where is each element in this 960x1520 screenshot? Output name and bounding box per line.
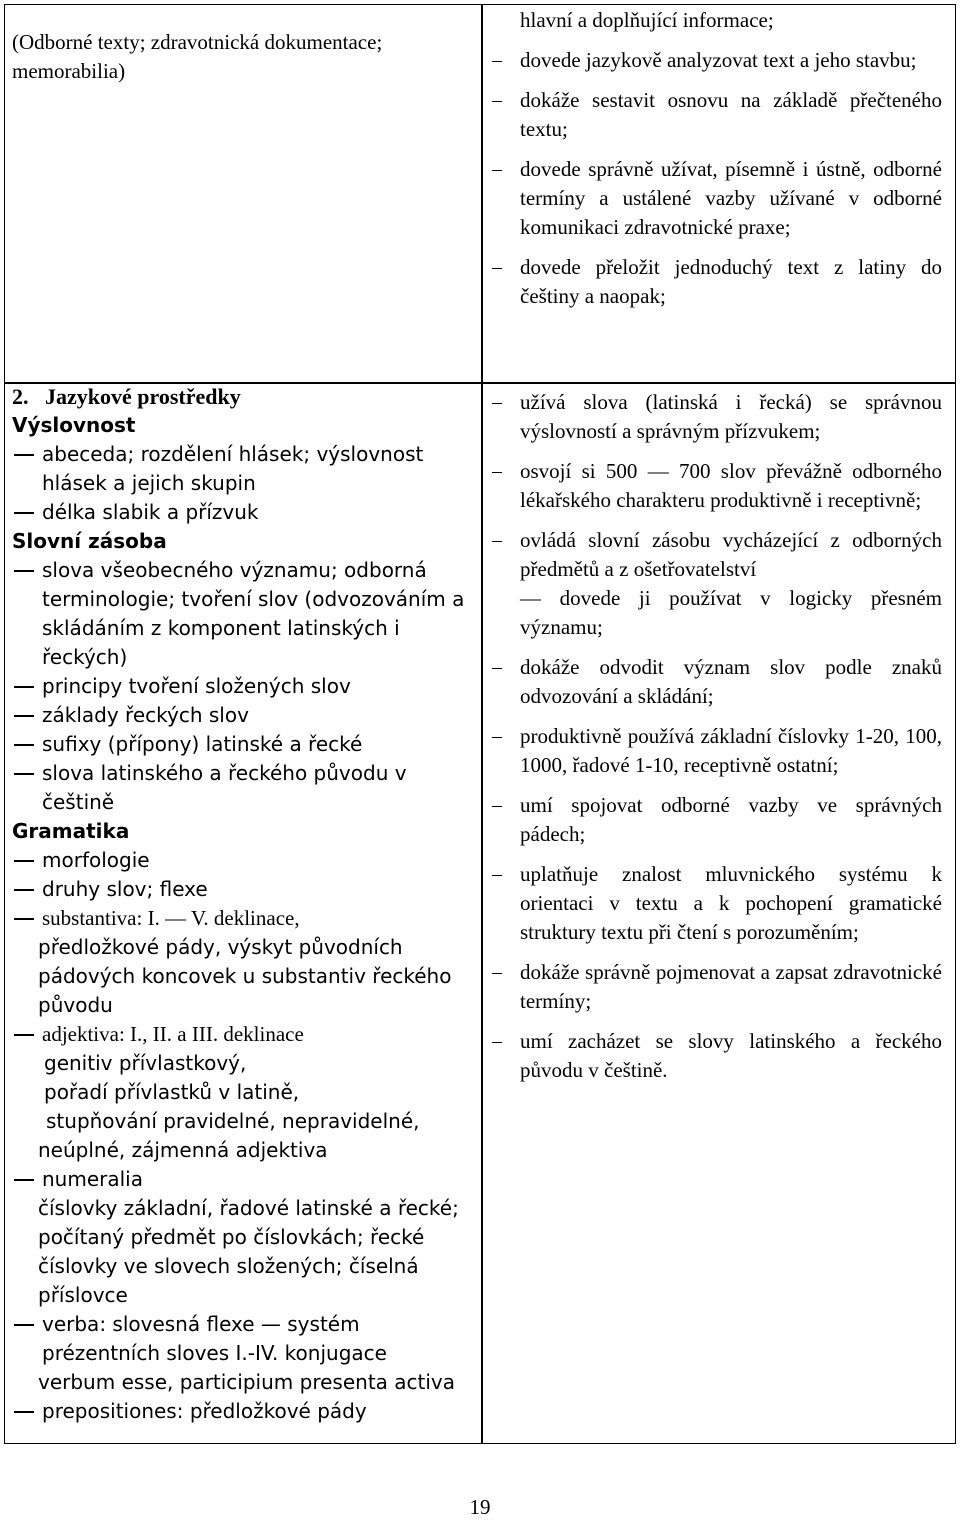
topic-item: morfologie bbox=[12, 846, 467, 875]
page-number: 19 bbox=[469, 1495, 491, 1519]
outcome-item: umí spojovat odborné vazby ve správných pádech; bbox=[492, 791, 942, 849]
topic-continuation: předložkové pády, výskyt původních pádových koncovek u substantiv řeckého původu bbox=[38, 935, 452, 1017]
section-heading bbox=[12, 382, 467, 411]
topic-continuation: prézentních sloves I.-IV. konjugace bbox=[42, 1341, 387, 1365]
topic-item: sufixy (přípony) latinské a řecké bbox=[12, 730, 467, 759]
text-types-note: (Odborné texty; zdravotnická dokumentace; memorabilia) bbox=[12, 30, 383, 83]
topic-item: principy tvoření složených slov bbox=[12, 672, 467, 701]
top-left-cell bbox=[12, 28, 467, 86]
subheading-gramatika: Gramatika bbox=[12, 819, 130, 843]
topic-continuation: genitiv přívlastkový, bbox=[44, 1051, 247, 1075]
subheading-slovni-zasoba: Slovní zásoba bbox=[12, 529, 167, 553]
continuation-text: hlavní a doplňující informace; bbox=[520, 8, 774, 32]
topic-item: numeralia bbox=[12, 1165, 467, 1194]
topic-continuation: stupňování pravidelné, nepravidelné, bbox=[46, 1109, 420, 1133]
topic-item: základy řeckých slov bbox=[12, 701, 467, 730]
outcome-item: ovládá slovní zásobu vycházející z odborných předmětů a z ošetřovatelství bbox=[492, 526, 942, 584]
topic-continuation: verbum esse, participium presenta activa bbox=[38, 1370, 456, 1394]
outcome-item: dokáže správně pojmenovat a zapsat zdravotnické termíny; bbox=[492, 958, 942, 1016]
outcome-subitem: — dovede ji používat v logicky přesném významu; bbox=[520, 586, 942, 639]
subheading-vyslovnost: Výslovnost bbox=[12, 413, 136, 437]
outcome-item: užívá slova (latinská i řecká) se správnou výslovností a správným přízvukem; bbox=[492, 388, 942, 446]
outcome-item: osvojí si 500 — 700 slov převážně odborného lékařského charakteru produktivně i receptivně; bbox=[492, 457, 942, 515]
outcome-item: dovede správně užívat, písemně i ústně, odborné termíny a ustálené vazby užívané v odborné komunikaci zdravotnické praxe; bbox=[492, 155, 942, 242]
topic-item: abeceda; rozdělení hlásek; výslovnost hlásek a jejich skupin bbox=[12, 440, 467, 498]
topic-item: verba: slovesná flexe — systém bbox=[12, 1310, 467, 1339]
topic-continuation: číslovky základní, řadové latinské a řecké; počítaný předmět po číslovkách; řecké číslovky ve slovech složených; číselná příslovce bbox=[38, 1196, 459, 1307]
outcome-item: dovede přeložit jednoduchý text z latiny do češtiny a naopak; bbox=[492, 253, 942, 311]
section-number: 2. bbox=[12, 384, 29, 409]
topic-item: slova všeobecného významu; odborná terminologie; tvoření slov (odvozováním a skládáním z komponent latinských i řeckých) bbox=[12, 556, 467, 672]
topic-item: adjektiva: I., II. a III. deklinace bbox=[12, 1020, 467, 1049]
top-right-cell bbox=[492, 6, 942, 322]
bottom-right-cell bbox=[492, 388, 942, 1096]
topic-item: prepositiones: předložkové pády bbox=[12, 1397, 467, 1426]
section-title: Jazykové prostředky bbox=[45, 384, 241, 409]
bottom-left-cell bbox=[12, 382, 467, 1426]
outcome-item: dokáže odvodit význam slov podle znaků odvozování a skládání; bbox=[492, 653, 942, 711]
outcome-item: produktivně používá základní číslovky 1-20, 100, 1000, řadové 1-10, receptivně ostatní; bbox=[492, 722, 942, 780]
topic-continuation: pořadí přívlastků v latině, bbox=[44, 1080, 300, 1104]
outcome-item: umí zacházet se slovy latinského a řeckého původu v češtině. bbox=[492, 1027, 942, 1085]
topic-item: slova latinského a řeckého původu v češtině bbox=[12, 759, 467, 817]
topic-item: délka slabik a přízvuk bbox=[12, 498, 467, 527]
topic-item: druhy slov; flexe bbox=[12, 875, 467, 904]
column-divider bbox=[481, 5, 483, 1443]
outcome-item: uplatňuje znalost mluvnického systému k orientaci v textu a k pochopení gramatické struktury textu při čtení s porozuměním; bbox=[492, 860, 942, 947]
outcome-item: dokáže sestavit osnovu na základě přečteného textu; bbox=[492, 86, 942, 144]
topic-item: substantiva: I. — V. deklinace, bbox=[12, 904, 467, 933]
topic-continuation: neúplné, zájmenná adjektiva bbox=[38, 1138, 328, 1162]
outcome-item: dovede jazykově analyzovat text a jeho stavbu; bbox=[492, 46, 942, 75]
